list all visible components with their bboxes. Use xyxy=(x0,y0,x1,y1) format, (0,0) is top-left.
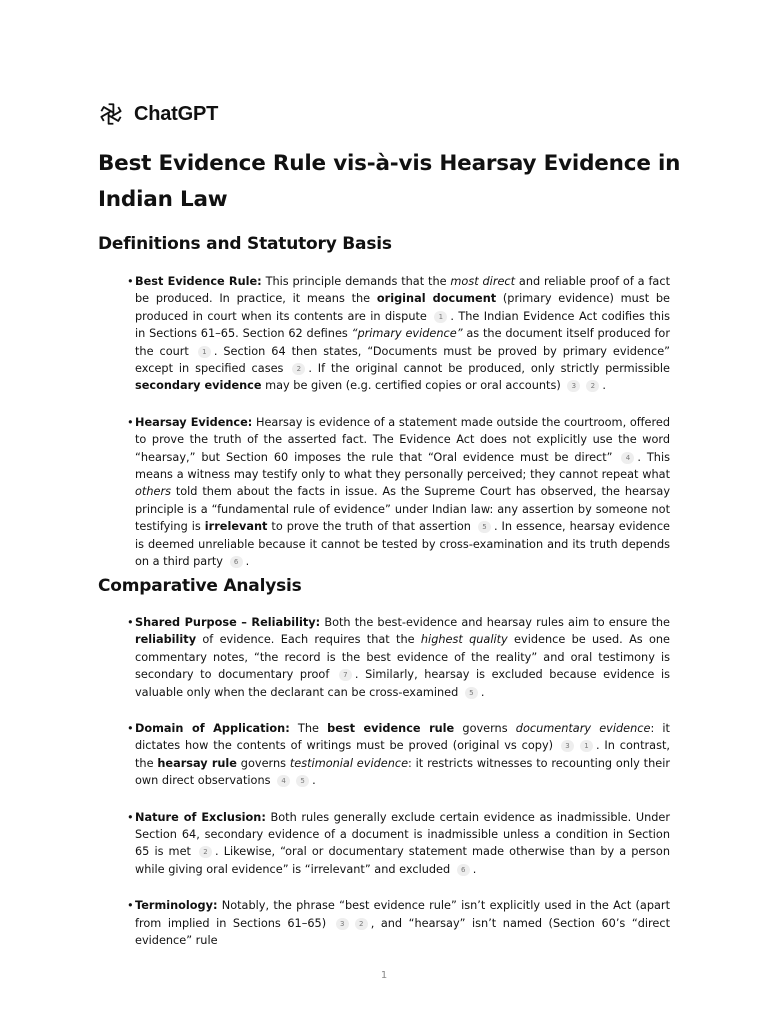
section-heading-comparative: Comparative Analysis xyxy=(98,576,302,596)
bullet-shared-purpose: • Shared Purpose – Reliability: Both the best-evidence and hearsay rules aim to ensure the reliability of evidence. Each requires that the highest quality evidence be used. As one commentary notes, “the record is the best evidence of the reality” and oral testimony is secondary to documentary proof 7 . Similarly, hearsay is excluded because evidence is valuable only when the declarant can be cross-examined 5 . xyxy=(98,614,670,701)
brand-name: ChatGPT xyxy=(134,102,219,125)
citation-badge[interactable]: 7 xyxy=(339,669,352,681)
italic-text: most direct xyxy=(450,275,516,288)
bold-text: irrelevant xyxy=(204,520,268,534)
citation-badge[interactable]: 3 xyxy=(567,380,580,392)
citation-badge[interactable]: 1 xyxy=(580,740,593,752)
citation-badge[interactable]: 5 xyxy=(465,687,478,699)
bullet-label: Terminology: xyxy=(135,899,218,913)
bullet-label: Hearsay Evidence: xyxy=(135,415,253,429)
citation-badge[interactable]: 5 xyxy=(478,521,491,533)
bold-text: reliability xyxy=(135,633,197,647)
citation-badge[interactable]: 5 xyxy=(296,775,309,787)
citation-badge[interactable]: 3 xyxy=(336,918,349,930)
citation-badge[interactable]: 1 xyxy=(434,311,447,323)
citation-badge[interactable]: 4 xyxy=(277,775,290,787)
italic-text: highest quality xyxy=(420,633,508,647)
bullet-domain-of-application: • Domain of Application: The best evidence rule governs documentary evidence: it dictates how the contents of writings must be proved (original vs copy) 3 1 . In contrast, the hearsay rule governs testimonial evidence: it restricts witnesses to recounting only their own direct observations 4 5 . xyxy=(98,720,670,790)
bold-text: hearsay rule xyxy=(157,756,237,770)
citation-badge[interactable]: 2 xyxy=(292,363,305,375)
citation-badge[interactable]: 1 xyxy=(198,346,211,358)
openai-logo-icon xyxy=(98,101,124,127)
citation-badge[interactable]: 6 xyxy=(230,556,243,568)
italic-text: “primary evidence” xyxy=(351,327,463,341)
citation-badge[interactable]: 6 xyxy=(457,864,470,876)
bullet-terminology: • Terminology: Notably, the phrase “best evidence rule” isn’t explicitly used in the Act (apart from implied in Sections 61–65) 3 2 , and “hearsay” isn’t named (Section 60’s “direct evidence” rule xyxy=(98,897,670,949)
bullet-label: Nature of Exclusion: xyxy=(135,810,266,824)
bullet-label: Domain of Application: xyxy=(135,722,290,736)
bullet-best-evidence-rule: • Best Evidence Rule: This principle demands that the most direct and reliable proof of a fact be produced. In practice, it means the original document (primary evidence) must be produced in court when its contents are in dispute 1 . The Indian Evidence Act codifies this in Sections 61–65. Section 62 defines “primary evidence” as the document itself produced for the court 1 . Section 64 then states, “Documents must be proved by primary evidence” except in specified cases 2 . If the original cannot be produced, only strictly permissible secondary evidence may be given (e.g. certified copies or oral accounts) 3 2 . xyxy=(98,273,670,395)
page-number: 1 xyxy=(380,970,388,981)
italic-text: testimonial evidence xyxy=(289,756,409,770)
bold-text: original document xyxy=(376,292,497,306)
bullet-hearsay-evidence: • Hearsay Evidence: Hearsay is evidence of a statement made outside the courtroom, offered to prove the truth of the asserted fact. The Evidence Act does not explicitly use the word “hearsay,” but Section 60 imposes the rule that “Oral evidence must be direct” 4 . This means a witness may testify only to what they personally perceived; they cannot repeat what others told them about the facts in issue. As the Supreme Court has observed, the hearsay principle is a “fundamental rule of evidence” under Indian law: any assertion by someone not testifying is irrelevant to prove the truth of that assertion 5 . In essence, hearsay evidence is deemed unreliable because it cannot be tested by cross-examination and its truth depends on a third party 6 . xyxy=(98,414,670,571)
comparative-list xyxy=(98,614,670,950)
definitions-list xyxy=(98,273,670,571)
bold-text: best evidence rule xyxy=(327,722,455,736)
bold-text: secondary evidence xyxy=(135,379,262,393)
section-heading-definitions: Definitions and Statutory Basis xyxy=(98,234,392,254)
citation-badge[interactable]: 2 xyxy=(199,846,212,858)
citation-badge[interactable]: 2 xyxy=(355,918,368,930)
citation-badge[interactable]: 3 xyxy=(561,740,574,752)
citation-badge[interactable]: 4 xyxy=(621,452,634,464)
bullet-nature-of-exclusion: • Nature of Exclusion: Both rules generally exclude certain evidence as inadmissible. Under Section 64, secondary evidence of a document is inadmissible unless a condition in Section 65 is met 2 . Likewise, “oral or documentary statement made otherwise than by a person while giving oral evidence” is “irrelevant” and excluded 6 . xyxy=(98,809,670,879)
document-title: Best Evidence Rule vis-à-vis Hearsay Evidence in Indian Law xyxy=(98,151,681,212)
bullet-label: Best Evidence Rule: xyxy=(135,275,262,288)
bullet-label: Shared Purpose – Reliability: xyxy=(135,616,321,629)
brand-header xyxy=(98,101,218,127)
italic-text: documentary evidence xyxy=(515,722,651,736)
italic-text: others xyxy=(135,485,171,499)
citation-badge[interactable]: 2 xyxy=(586,380,599,392)
